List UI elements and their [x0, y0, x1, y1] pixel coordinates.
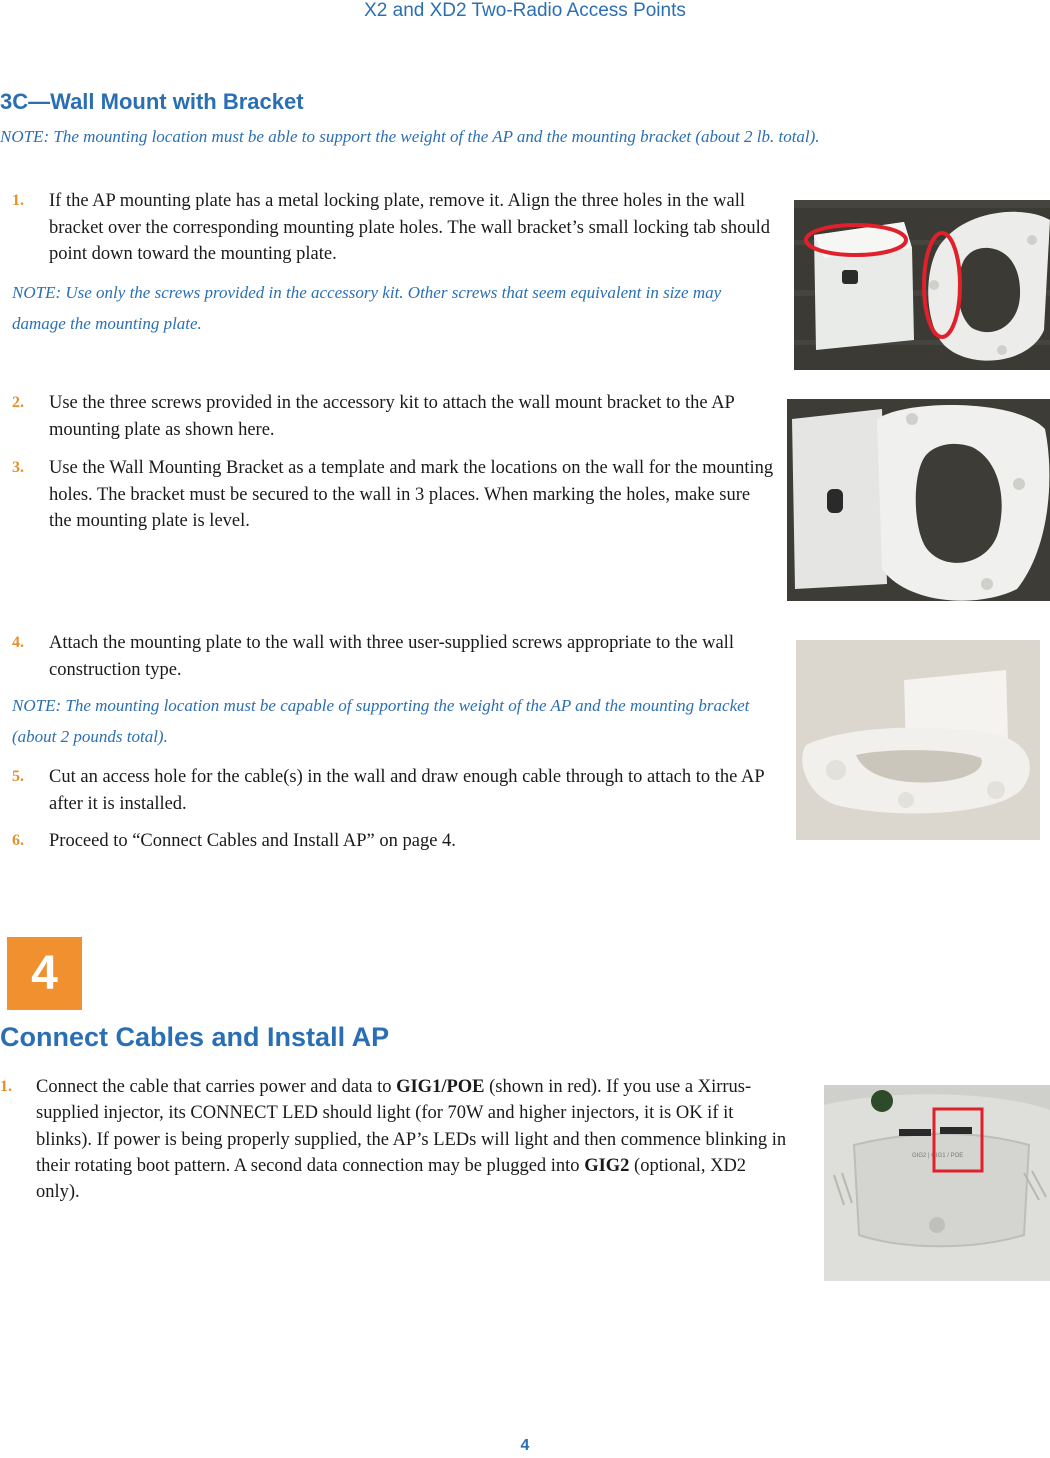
ap-ports-photo	[824, 1085, 1050, 1281]
step-number: 1.	[12, 192, 24, 209]
step-number: 1.	[0, 1078, 12, 1095]
bracket-and-plate-photo	[794, 200, 1050, 370]
step-text: Cut an access hole for the cable(s) in the wall and draw enough cable through to attach to the AP after it is installed.	[49, 767, 764, 814]
step-text: Use the three screws provided in the accessory kit to attach the wall mount bracket to the AP mounting plate as shown here.	[49, 393, 735, 440]
step-number: 4.	[12, 634, 24, 651]
bracket-attached-photo	[787, 399, 1050, 601]
step-2	[12, 390, 777, 443]
section-title-3c: 3C—Wall Mount with Bracket	[0, 89, 304, 114]
running-header: X2 and XD2 Two-Radio Access Points	[364, 0, 686, 21]
note-weight: NOTE: The mounting location must be capable of supporting the weight of the AP and the mounting bracket (about 2 pounds total).	[12, 696, 750, 746]
step-text: Proceed to “Connect Cables and Install AP” on page 4.	[49, 831, 456, 851]
port-label: GIG2 | GIG1 / POE	[912, 1153, 964, 1159]
step-text: If the AP mounting plate has a metal locking plate, remove it. Align the three holes in the wall bracket over the corresponding mounting plate holes. The wall bracket’s small locking tab should point down toward the mounting plate.	[49, 191, 770, 264]
step-number: 5.	[12, 768, 24, 785]
note-top: NOTE: The mounting location must be able to support the weight of the AP and the mounting bracket (about 2 lb. total).	[0, 127, 820, 146]
step-number: 2.	[12, 394, 24, 411]
step-number: 3.	[12, 459, 24, 476]
step-text-part: Connect the cable that carries power and data to	[36, 1077, 397, 1097]
step-5	[12, 764, 777, 817]
step-text	[36, 1074, 790, 1205]
step-text: Attach the mounting plate to the wall with three user-supplied screws appropriate to the wall construction type.	[49, 633, 734, 680]
note-screws: NOTE: Use only the screws provided in the accessory kit. Other screws that seem equivalent in size may damage the mounting plate.	[12, 283, 722, 333]
section4-step-1	[0, 1074, 790, 1205]
step-4	[12, 630, 777, 683]
step-3	[12, 455, 777, 535]
step-text-part: (optional, XD2 only).	[36, 1155, 747, 1203]
section-number-badge: 4	[7, 937, 82, 1010]
step-text: Use the Wall Mounting Bracket as a template and mark the locations on the wall for the mounting holes. The bracket must be secured to the wall in 3 places. When marking the holes, make sure the mounting plate is level.	[49, 458, 774, 531]
step-number: 6.	[12, 832, 24, 849]
page-number: 4	[520, 1437, 530, 1454]
wall-mounted-photo	[796, 640, 1040, 840]
section-title-4: Connect Cables and Install AP	[0, 1022, 390, 1052]
port-name-gig1: GIG1/POE	[396, 1077, 485, 1097]
step-6	[12, 828, 777, 855]
step-text-part: (shown in red). If you use a Xirrus-supplied injector, its CONNECT LED should light (for 70W and higher injectors, it is OK if it blinks). If power is being properly supplied, the AP’s LEDs will light and then commence blinking in their rotating boot pattern. A second data connection may be plugged into	[36, 1077, 787, 1176]
step-1	[12, 188, 777, 268]
port-name-gig2: GIG2	[584, 1155, 630, 1176]
